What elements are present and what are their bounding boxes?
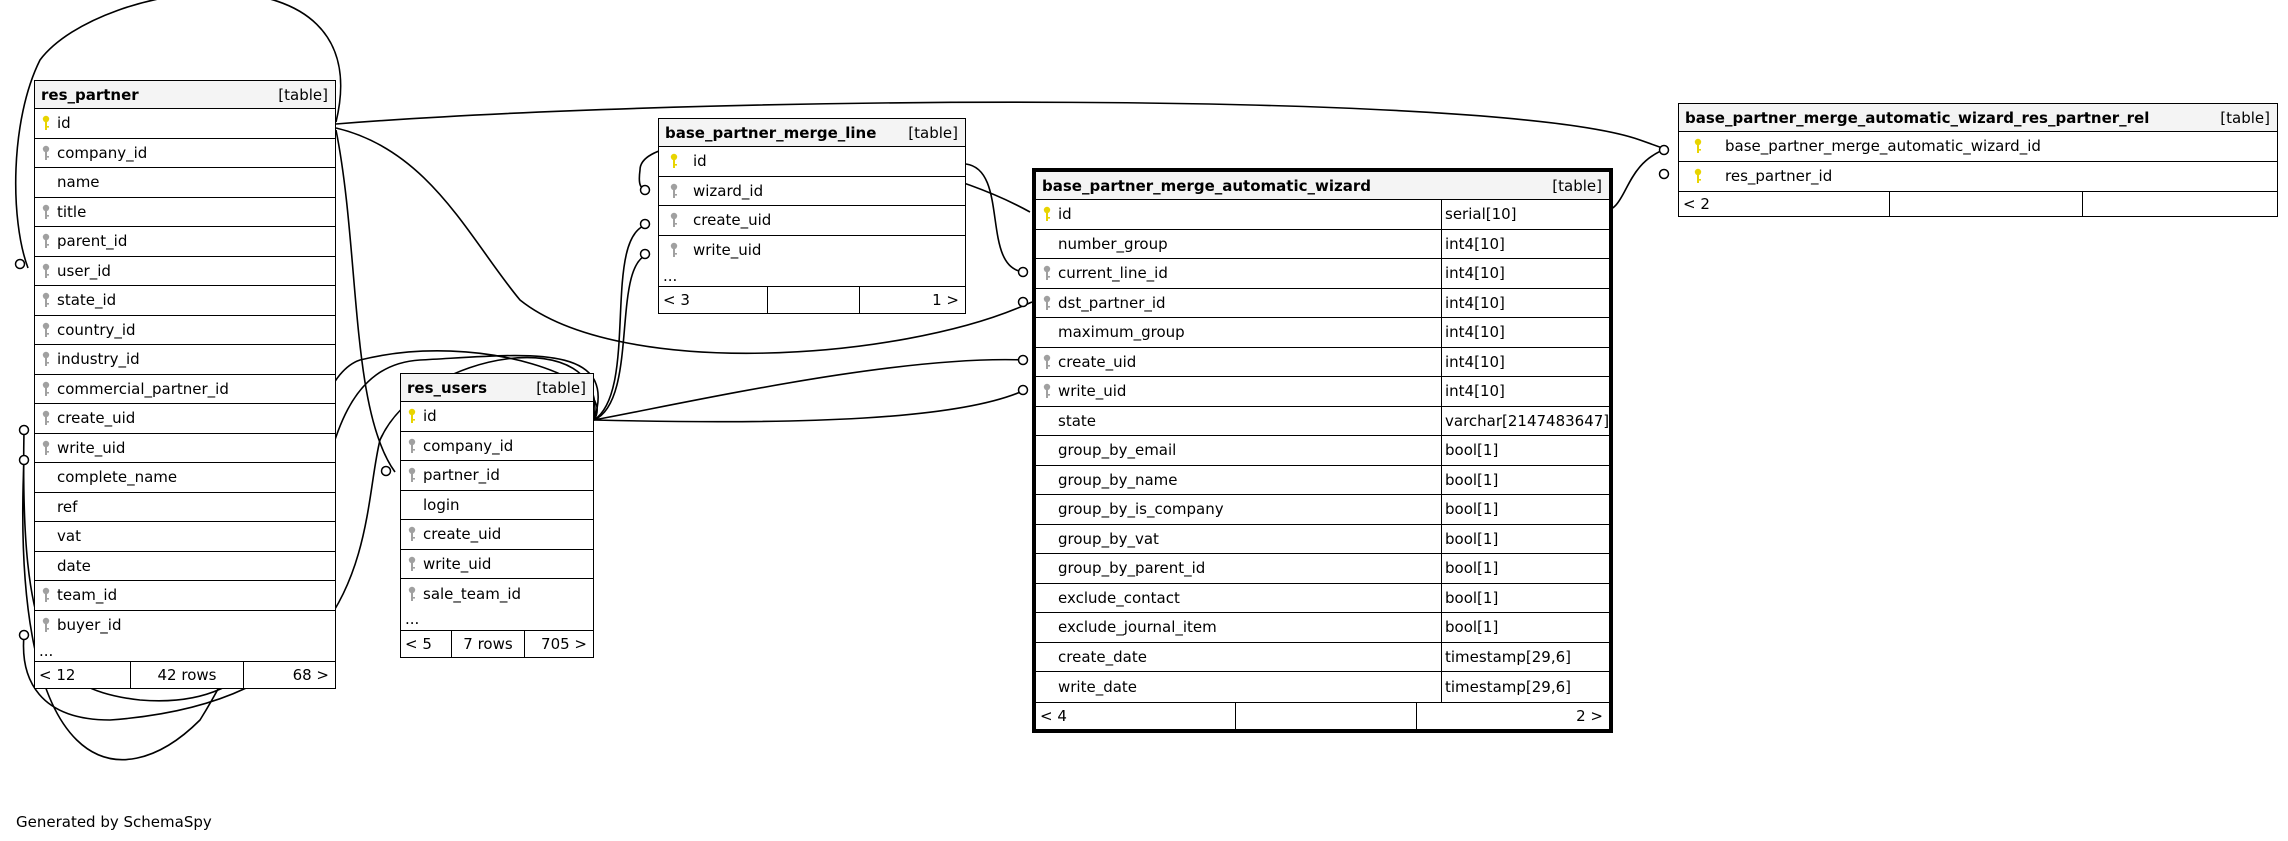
more-columns-ellipsis: ... bbox=[659, 265, 965, 287]
column-type: bool[1] bbox=[1441, 525, 1609, 554]
column-name: team_id bbox=[57, 586, 118, 605]
foreign-key-icon bbox=[663, 242, 685, 258]
column-row[interactable] bbox=[35, 493, 335, 523]
column-row[interactable] bbox=[35, 345, 335, 375]
column-name: login bbox=[423, 495, 460, 514]
edge-end-circle bbox=[1019, 268, 1028, 277]
column-row[interactable] bbox=[1036, 584, 1609, 614]
column-name: write_date bbox=[1058, 677, 1138, 696]
column-name: group_by_name bbox=[1058, 470, 1178, 489]
table-name: res_users bbox=[407, 378, 488, 397]
table-footer bbox=[1679, 191, 2277, 216]
table-name: base_partner_merge_automatic_wizard_res_partner_rel bbox=[1685, 108, 2150, 127]
column-name: group_by_email bbox=[1058, 441, 1177, 460]
foreign-key-icon bbox=[35, 351, 57, 367]
column-name: write_uid bbox=[1058, 382, 1127, 401]
edge-end-circle bbox=[1019, 356, 1028, 365]
primary-key-icon bbox=[663, 153, 685, 169]
column-name: commercial_partner_id bbox=[57, 379, 229, 398]
primary-key-icon bbox=[1687, 138, 1709, 154]
column-row[interactable] bbox=[35, 139, 335, 169]
column-row[interactable] bbox=[35, 286, 335, 316]
row-count bbox=[1889, 192, 2082, 216]
column-name: industry_id bbox=[57, 350, 140, 369]
table-name: res_partner bbox=[41, 85, 139, 104]
column-type: bool[1] bbox=[1441, 466, 1609, 495]
table-footer bbox=[1036, 702, 1609, 729]
column-row[interactable] bbox=[659, 236, 965, 266]
children-count-link[interactable]: 2 > bbox=[1416, 703, 1609, 729]
column-row[interactable] bbox=[659, 147, 965, 177]
column-name: complete_name bbox=[57, 468, 178, 487]
column-name: id bbox=[693, 152, 707, 171]
row-count: 42 rows bbox=[130, 662, 243, 688]
column-row[interactable] bbox=[401, 402, 593, 432]
column-row[interactable] bbox=[35, 552, 335, 582]
foreign-key-icon bbox=[1036, 295, 1058, 311]
column-row[interactable] bbox=[35, 375, 335, 405]
column-name: title bbox=[57, 202, 87, 221]
column-type: int4[10] bbox=[1441, 318, 1609, 347]
column-name: id bbox=[423, 407, 437, 426]
column-name: group_by_vat bbox=[1058, 529, 1159, 548]
edge-end-circle bbox=[1660, 170, 1669, 179]
column-row[interactable] bbox=[35, 522, 335, 552]
column-name: exclude_contact bbox=[1058, 588, 1180, 607]
table-footer bbox=[401, 631, 593, 657]
column-type: timestamp[29,6] bbox=[1441, 643, 1609, 672]
table-name: base_partner_merge_line bbox=[665, 123, 877, 142]
column-row[interactable] bbox=[1036, 554, 1609, 584]
column-type: int4[10] bbox=[1441, 377, 1609, 406]
column-name: group_by_parent_id bbox=[1058, 559, 1206, 578]
column-name: country_id bbox=[57, 320, 136, 339]
column-row[interactable] bbox=[35, 581, 335, 611]
column-name: res_partner_id bbox=[1725, 167, 1833, 186]
edge-end-circle bbox=[20, 426, 29, 435]
column-row[interactable] bbox=[35, 434, 335, 464]
foreign-key-icon bbox=[35, 410, 57, 426]
column-name: write_uid bbox=[693, 241, 762, 260]
column-name: company_id bbox=[423, 436, 514, 455]
edge-line-id-to-wizard-current bbox=[966, 164, 1025, 272]
foreign-key-icon bbox=[663, 212, 685, 228]
edge-end-circle bbox=[1019, 298, 1028, 307]
foreign-key-icon bbox=[1036, 265, 1058, 281]
edge-partner-id-to-users-partner bbox=[336, 130, 395, 472]
foreign-key-icon bbox=[35, 381, 57, 397]
column-row[interactable] bbox=[1036, 613, 1609, 643]
column-type: bool[1] bbox=[1441, 436, 1609, 465]
table-type: [table] bbox=[278, 85, 328, 104]
column-name: id bbox=[1058, 205, 1072, 224]
parents-count-link[interactable]: < 4 bbox=[1040, 706, 1067, 725]
column-type: int4[10] bbox=[1441, 348, 1609, 377]
foreign-key-icon bbox=[401, 526, 423, 542]
column-row[interactable] bbox=[35, 316, 335, 346]
table-header bbox=[1679, 104, 2277, 132]
column-name: create_uid bbox=[1058, 352, 1137, 371]
foreign-key-icon bbox=[35, 322, 57, 338]
more-columns-ellipsis: ... bbox=[401, 609, 593, 631]
column-name: state bbox=[1058, 411, 1096, 430]
edge-end-circle bbox=[641, 186, 650, 195]
more-columns-ellipsis: ... bbox=[35, 640, 335, 662]
edge-partner-id-to-rel bbox=[336, 102, 1668, 150]
primary-key-icon bbox=[35, 115, 57, 131]
table-name: base_partner_merge_automatic_wizard bbox=[1042, 176, 1371, 195]
edge-end-circle bbox=[20, 456, 29, 465]
row-count bbox=[767, 287, 859, 313]
column-name: exclude_journal_item bbox=[1058, 618, 1217, 637]
column-name: partner_id bbox=[423, 466, 500, 485]
column-row[interactable] bbox=[1036, 466, 1609, 496]
table-footer bbox=[35, 662, 335, 688]
foreign-key-icon bbox=[1036, 354, 1058, 370]
column-type: bool[1] bbox=[1441, 584, 1609, 613]
column-row[interactable] bbox=[401, 550, 593, 580]
foreign-key-icon bbox=[35, 617, 57, 633]
row-count bbox=[1235, 703, 1416, 729]
column-name: buyer_id bbox=[57, 616, 122, 635]
children-count-link[interactable] bbox=[2082, 192, 2277, 216]
column-name: state_id bbox=[57, 291, 117, 310]
column-row[interactable] bbox=[35, 109, 335, 139]
column-row[interactable] bbox=[401, 432, 593, 462]
children-count-link[interactable]: 705 > bbox=[524, 631, 593, 657]
foreign-key-icon bbox=[1036, 383, 1058, 399]
column-type: bool[1] bbox=[1441, 554, 1609, 583]
foreign-key-icon bbox=[401, 467, 423, 483]
column-name: write_uid bbox=[423, 554, 492, 573]
column-name: create_date bbox=[1058, 647, 1147, 666]
column-row[interactable] bbox=[401, 461, 593, 491]
table-type: [table] bbox=[536, 378, 586, 397]
column-row[interactable] bbox=[401, 491, 593, 521]
foreign-key-icon bbox=[663, 183, 685, 199]
parents-count-link[interactable]: < 3 bbox=[663, 291, 690, 309]
column-row[interactable] bbox=[1036, 259, 1609, 289]
column-type: varchar[2147483647] bbox=[1441, 407, 1609, 436]
table-base-partner-merge-line[interactable] bbox=[658, 118, 966, 314]
column-type: int4[10] bbox=[1441, 289, 1609, 318]
column-name: id bbox=[57, 114, 71, 133]
column-row[interactable] bbox=[401, 520, 593, 550]
column-name: company_id bbox=[57, 143, 148, 162]
column-name: group_by_is_company bbox=[1058, 500, 1224, 519]
foreign-key-icon bbox=[35, 145, 57, 161]
table-header bbox=[401, 374, 593, 402]
column-name: maximum_group bbox=[1058, 323, 1185, 342]
column-row[interactable] bbox=[1036, 289, 1609, 319]
column-name: dst_partner_id bbox=[1058, 293, 1166, 312]
column-row[interactable] bbox=[1036, 200, 1609, 230]
edge-end-circle bbox=[20, 631, 29, 640]
column-name: current_line_id bbox=[1058, 264, 1168, 283]
parents-count-link[interactable]: < 2 bbox=[1683, 195, 1710, 213]
foreign-key-icon bbox=[35, 263, 57, 279]
edge-end-circle bbox=[16, 260, 25, 269]
column-type: timestamp[29,6] bbox=[1441, 672, 1609, 702]
table-header bbox=[1036, 172, 1609, 200]
edge-users-id-to-wizard-write bbox=[594, 390, 1025, 422]
parents-count-link[interactable]: < 12 bbox=[39, 666, 76, 684]
primary-key-icon bbox=[1687, 168, 1709, 184]
edge-users-id-to-wizard-create bbox=[594, 360, 1025, 420]
column-name: date bbox=[57, 556, 91, 575]
parents-count-link[interactable]: < 5 bbox=[405, 634, 432, 653]
column-type: serial[10] bbox=[1441, 200, 1609, 229]
foreign-key-icon bbox=[35, 440, 57, 456]
primary-key-icon bbox=[401, 408, 423, 424]
column-type: int4[10] bbox=[1441, 259, 1609, 288]
column-row[interactable] bbox=[1036, 348, 1609, 378]
foreign-key-icon bbox=[35, 233, 57, 249]
column-name: name bbox=[57, 173, 100, 192]
table-type: [table] bbox=[1552, 176, 1602, 195]
primary-key-icon bbox=[1036, 206, 1058, 222]
column-row[interactable] bbox=[1036, 318, 1609, 348]
column-name: vat bbox=[57, 527, 81, 546]
column-name: ref bbox=[57, 497, 78, 516]
column-name: sale_team_id bbox=[423, 584, 522, 603]
foreign-key-icon bbox=[401, 438, 423, 454]
column-name: create_uid bbox=[57, 409, 136, 428]
row-count: 7 rows bbox=[451, 631, 524, 657]
table-res-users[interactable] bbox=[400, 373, 594, 658]
column-row[interactable] bbox=[1036, 525, 1609, 555]
column-row[interactable] bbox=[35, 227, 335, 257]
edge-end-circle bbox=[1019, 386, 1028, 395]
column-row[interactable] bbox=[1036, 495, 1609, 525]
column-type: bool[1] bbox=[1441, 495, 1609, 524]
table-res-partner[interactable] bbox=[34, 80, 336, 689]
table-type: [table] bbox=[2220, 108, 2270, 127]
column-row[interactable] bbox=[1679, 162, 2277, 192]
column-row[interactable] bbox=[35, 463, 335, 493]
column-name: create_uid bbox=[693, 211, 772, 230]
column-row[interactable] bbox=[659, 206, 965, 236]
table-header bbox=[659, 119, 965, 147]
table-base-partner-merge-automatic-wizard-res-partner-rel[interactable] bbox=[1678, 103, 2278, 217]
column-name: create_uid bbox=[423, 525, 502, 544]
edge-end-circle bbox=[641, 250, 650, 259]
column-name: parent_id bbox=[57, 232, 128, 251]
column-name: base_partner_merge_automatic_wizard_id bbox=[1725, 137, 2041, 156]
edge-end-circle bbox=[1660, 146, 1669, 155]
foreign-key-icon bbox=[401, 556, 423, 572]
column-row[interactable] bbox=[35, 198, 335, 228]
edge-end-circle bbox=[641, 220, 650, 229]
column-name: wizard_id bbox=[693, 181, 764, 200]
table-base-partner-merge-automatic-wizard[interactable] bbox=[1032, 168, 1613, 733]
foreign-key-icon bbox=[401, 586, 423, 602]
table-header bbox=[35, 81, 335, 109]
column-row[interactable] bbox=[1036, 230, 1609, 260]
column-row[interactable] bbox=[1679, 132, 2277, 162]
column-row[interactable] bbox=[1036, 672, 1609, 702]
column-row[interactable] bbox=[35, 404, 335, 434]
column-row[interactable] bbox=[1036, 377, 1609, 407]
edge-end-circle bbox=[382, 467, 391, 476]
column-row[interactable] bbox=[35, 611, 335, 641]
column-row[interactable] bbox=[35, 168, 335, 198]
children-count-link[interactable]: 1 > bbox=[859, 287, 965, 313]
column-row[interactable] bbox=[1036, 407, 1609, 437]
column-row[interactable] bbox=[1036, 643, 1609, 673]
children-count-link[interactable]: 68 > bbox=[243, 662, 335, 688]
table-footer bbox=[659, 287, 965, 313]
generated-by-label: Generated by SchemaSpy bbox=[16, 813, 212, 831]
column-row[interactable] bbox=[659, 177, 965, 207]
column-type: bool[1] bbox=[1441, 613, 1609, 642]
table-type: [table] bbox=[908, 123, 958, 142]
column-type: int4[10] bbox=[1441, 230, 1609, 259]
column-name: user_id bbox=[57, 261, 111, 280]
column-name: number_group bbox=[1058, 234, 1168, 253]
column-row[interactable] bbox=[1036, 436, 1609, 466]
foreign-key-icon bbox=[35, 587, 57, 603]
column-row[interactable] bbox=[401, 579, 593, 609]
foreign-key-icon bbox=[35, 204, 57, 220]
column-row[interactable] bbox=[35, 257, 335, 287]
foreign-key-icon bbox=[35, 292, 57, 308]
column-name: write_uid bbox=[57, 438, 126, 457]
